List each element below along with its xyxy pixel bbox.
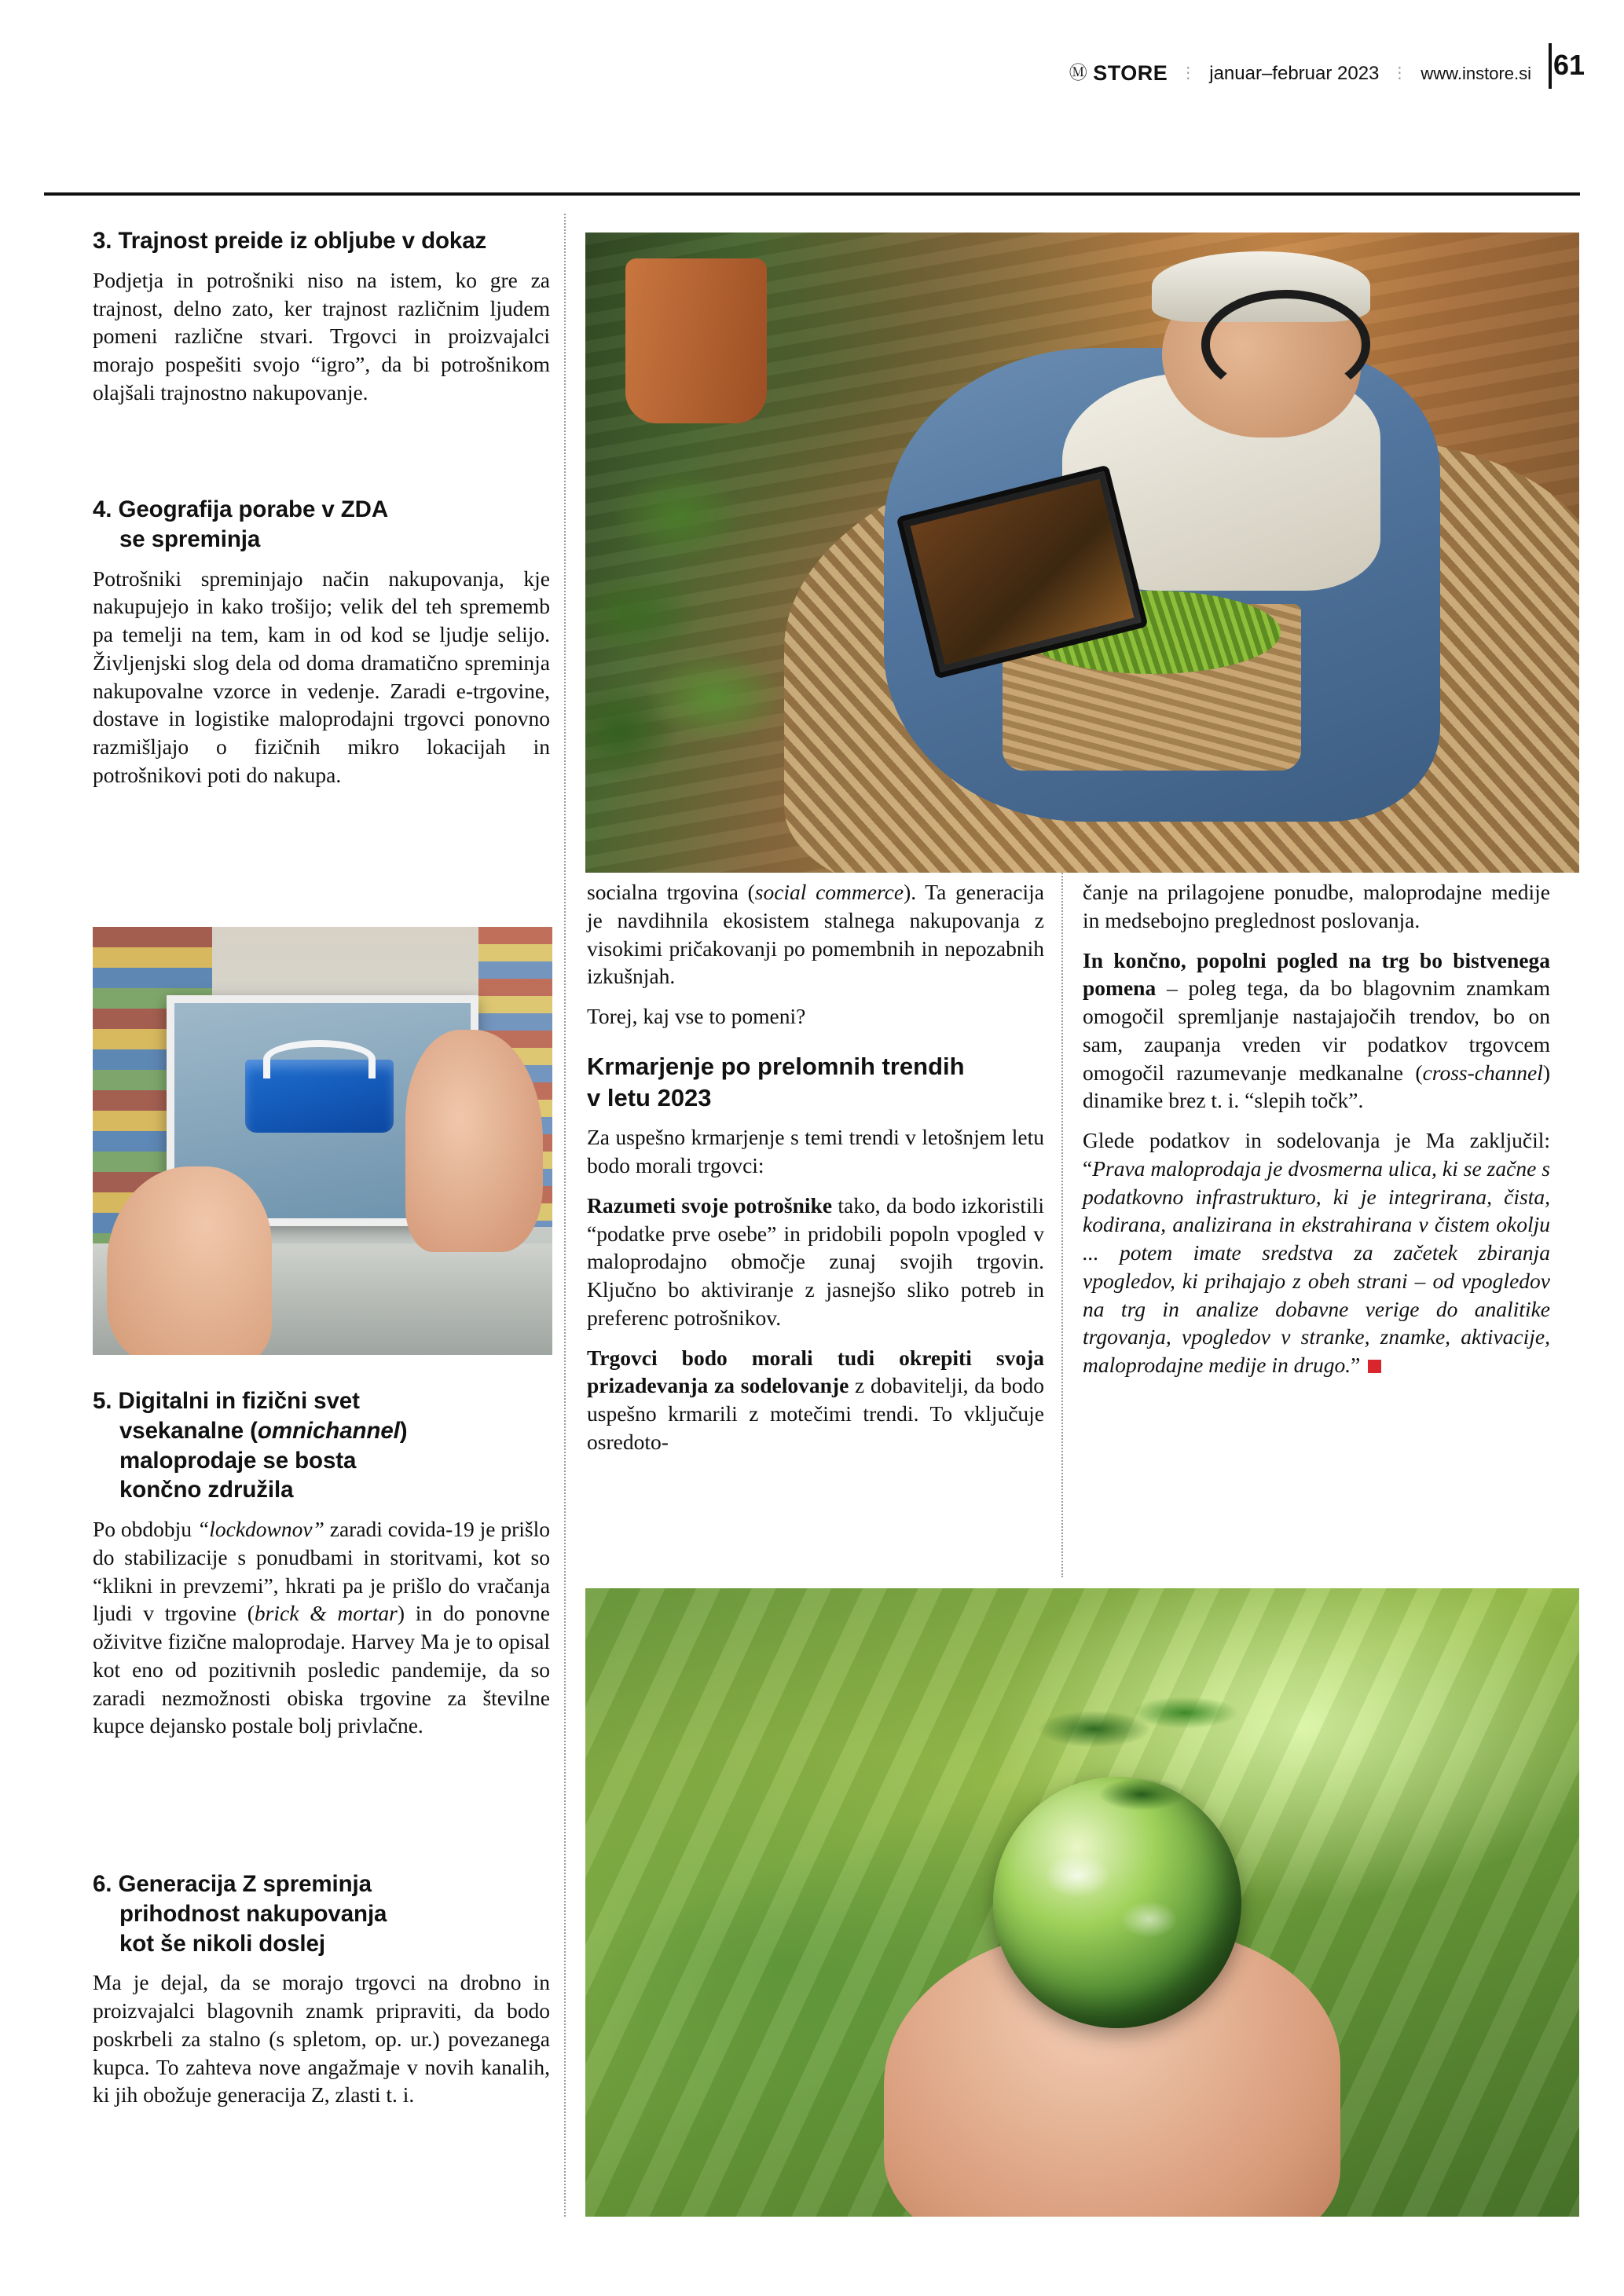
heading-trend-5: [93, 1386, 550, 1505]
paragraph-intro-trends: Za uspešno krmarjenje s temi trendi v letošnjem letu bodo morali trgovci:: [587, 1125, 1044, 1178]
right-p2-rest-pre: – poleg tega, da bo blagovnim znamkam omogočil spremljanje nastajajočih trendov, bo on sam, zaupanja vreden vir podatkov trgovcem omogočil razumevanje medkanalne (: [1083, 976, 1550, 1085]
heading-trend-5-line2-post: ): [399, 1417, 408, 1444]
mid-p5-rest: z dobavitelji, da bodo uspešno krmarili z motečimi trendi. To vključuje osredoto-: [587, 1373, 1044, 1454]
p5-lockdownov: “lockdownov”: [196, 1517, 324, 1541]
paragraph-trend-5: [93, 1515, 550, 1740]
right-p3-post: ”: [1351, 1353, 1361, 1377]
paragraph-prilagojene-ponudbe: čanje na prilagojene ponudbe, maloprodajne medije in medsebojno preglednost poslovanja.: [1083, 880, 1550, 932]
header-separator-2: ⋮: [1391, 64, 1409, 82]
left-column-block-4: [93, 1869, 550, 2109]
heading-trend-6-line1: 6. Generacija Z spreminja: [93, 1871, 372, 1897]
p5-seg3: ) in do ponovne oživitve fizične maloprodaje. Harvey Ma je to opisal kot eno od pozitivnih posledic pandemije, da so zaradi nezmožnosti obiska trgovine za številne kupce dejansko postale bolj privlačne.: [93, 1601, 550, 1738]
heading-trend-6-line3: kot še nikoli doslej: [119, 1930, 325, 1957]
paragraph-question: Torej, kaj vse to pomeni?: [587, 1004, 806, 1028]
issue-date: januar–februar 2023: [1209, 63, 1380, 84]
instore-logo-mark: Ⓜ: [1069, 63, 1088, 82]
middle-column: [587, 878, 1044, 1456]
heading-trend-6-line2: prihodnost nakupovanja: [119, 1900, 387, 1927]
heading-trend-5-line3: maloprodaje se bosta: [119, 1447, 357, 1474]
page-header: [0, 0, 1624, 134]
mid-p5-bold: Trgovci bodo morali tudi okrepiti svoja prizadevanja za sodelovanje: [587, 1345, 1044, 1398]
mid-p1-social-commerce: social commerce: [754, 880, 904, 904]
p5-seg1: Po obdobju: [93, 1517, 197, 1541]
paragraph-citat-ma: [1083, 1126, 1550, 1379]
article-end-mark: [1368, 1360, 1381, 1373]
right-p2-bold: In končno, popolni pogled na trg bo bistvenega pomena: [1083, 947, 1550, 1001]
paragraph-trend-6: Ma je dejal, da se morajo trgovci na drobno in proizvajalci blagovnih znamk pripraviti, da bodo poskrbeli za stalno (s spletom, op. ur.) povezanega kupca. To zahteva nove angažmaje v novih kanalih, ki jih obožuje generacija Z, zlasti t. i.: [93, 1970, 550, 2107]
right-p2-cross-channel: cross-channel: [1422, 1060, 1543, 1085]
paragraph-trend-3: Podjetja in potrošniki niso na istem, ko gre za trajnost, delno zato, ker trajnost različnim ljudem pomeni različne stvari. Trgovci in proizvajalci morajo pospešiti svojo “igro”, da bi potrošnikom olajšali trajnostno nakupovanje.: [93, 267, 550, 405]
mid-p4-rest: tako, da bodo izkoristili “podatke prve osebe” in pridobili popoln vpogled v maloprodajno območje zunaj svojih trgovin. Ključno bo aktiviranje z jasnejšo sliko potreb in preferenc potrošnikov.: [587, 1192, 1044, 1330]
p5-brick-and-mortar: brick & mortar: [254, 1601, 398, 1626]
mid-p4-bold: Razumeti svoje potrošnike: [587, 1192, 833, 1218]
website-url: www.instore.si: [1421, 64, 1531, 83]
photo-green-globe-in-hand: [585, 1588, 1579, 2217]
mid-p1-pre: socialna trgovina (: [587, 880, 755, 904]
right-p2-rest-post: ) dinamike brez t. i. “slepih točk”.: [1083, 1060, 1550, 1113]
heading-krmarjenje-line1: Krmarjenje po prelomnih trendih: [587, 1052, 965, 1080]
photo-ar-shopping-basket: [93, 927, 552, 1355]
instore-logo: [1069, 61, 1168, 86]
left-column-block-2: [93, 495, 550, 801]
heading-trend-5-line2-pre: vsekanalne (: [119, 1417, 258, 1444]
heading-trend-5-line4: končno združila: [119, 1477, 294, 1503]
left-column-block-3: [93, 1386, 550, 1752]
column-divider-1: [564, 214, 566, 2217]
photo-man-with-tablet: [585, 233, 1579, 873]
paragraph-sodelovanje: [587, 1344, 1044, 1456]
heading-krmarjenje: [587, 1051, 1044, 1115]
paragraph-popoln-pogled: [1083, 947, 1550, 1115]
page-number: 61: [1553, 49, 1585, 81]
heading-trend-4-line1: 4. Geografija porabe v ZDA: [93, 496, 389, 522]
mid-p1-post: ). Ta generacija je navdihnila ekosistem stalnega nakupovanja z visokimi pričakovanji po pomembnih in nepozabnih izkušnjah.: [587, 880, 1044, 989]
paragraph-social-commerce: [587, 878, 1044, 991]
heading-trend-3: 3. Trajnost preide iz obljube v dokaz: [93, 228, 487, 254]
heading-trend-6: [93, 1869, 550, 1958]
heading-krmarjenje-line2: v letu 2023: [587, 1084, 712, 1112]
instore-logo-text: STORE: [1093, 61, 1168, 85]
header-meta: [1069, 61, 1531, 86]
p5-seg2: zaradi covida-19 je prišlo do stabilizacije s ponudbami in storitvami, kot so “klikni in prevzemi”, hkrati pa je prišlo do vračanja ljudi v trgovine (: [93, 1517, 551, 1626]
right-p3-pre: Glede podatkov in sodelovanja je Ma zaključil: “: [1083, 1128, 1550, 1181]
heading-trend-5-omnichannel: omnichannel: [257, 1417, 400, 1444]
paragraph-razumeti: [587, 1192, 1044, 1332]
header-separator-1: ⋮: [1180, 64, 1197, 82]
paragraph-trend-4: Potrošniki spreminjajo način nakupovanja, kje nakupujejo in kako trošijo; velik del teh sprememb pa temelji na tem, kam in od kod se ljudje selijo. Življenjski slog dela od doma dramatično spreminja nakupovalne vzorce in vedenje. Zaradi e-trgovine, dostave in logistike maloprodajni trgovci ponovno razmišljajo o fizičnih mikro lokacijah in potrošnikovi poti do nakupa.: [93, 566, 550, 787]
heading-trend-5-line1: 5. Digitalni in fizični svet: [93, 1388, 360, 1414]
header-horizontal-rule: [44, 192, 1580, 196]
heading-trend-4-line2: se spreminja: [119, 525, 261, 552]
column-divider-2: [1061, 870, 1063, 1577]
heading-trend-4: [93, 495, 550, 555]
right-p3-quote: Prava maloprodaja je dvosmerna ulica, ki se začne s podatkovno infrastrukturo, ki je integrirana, čista, kodirana, analizirana in ekstrahirana v čistem okolju ... potem imate sredstva za začetek zbiranja vpogledov, ki prihajajo z obeh strani – od vpogledov na trg in analize dobavne verige do analitike trgovanja, vpogledov v stranke, znamke, aktivacije, maloprodajne medije in drugo.: [1083, 1155, 1550, 1377]
left-column-block-1: [93, 226, 550, 419]
right-column: [1083, 878, 1550, 1379]
header-vertical-rule: [1549, 43, 1552, 89]
